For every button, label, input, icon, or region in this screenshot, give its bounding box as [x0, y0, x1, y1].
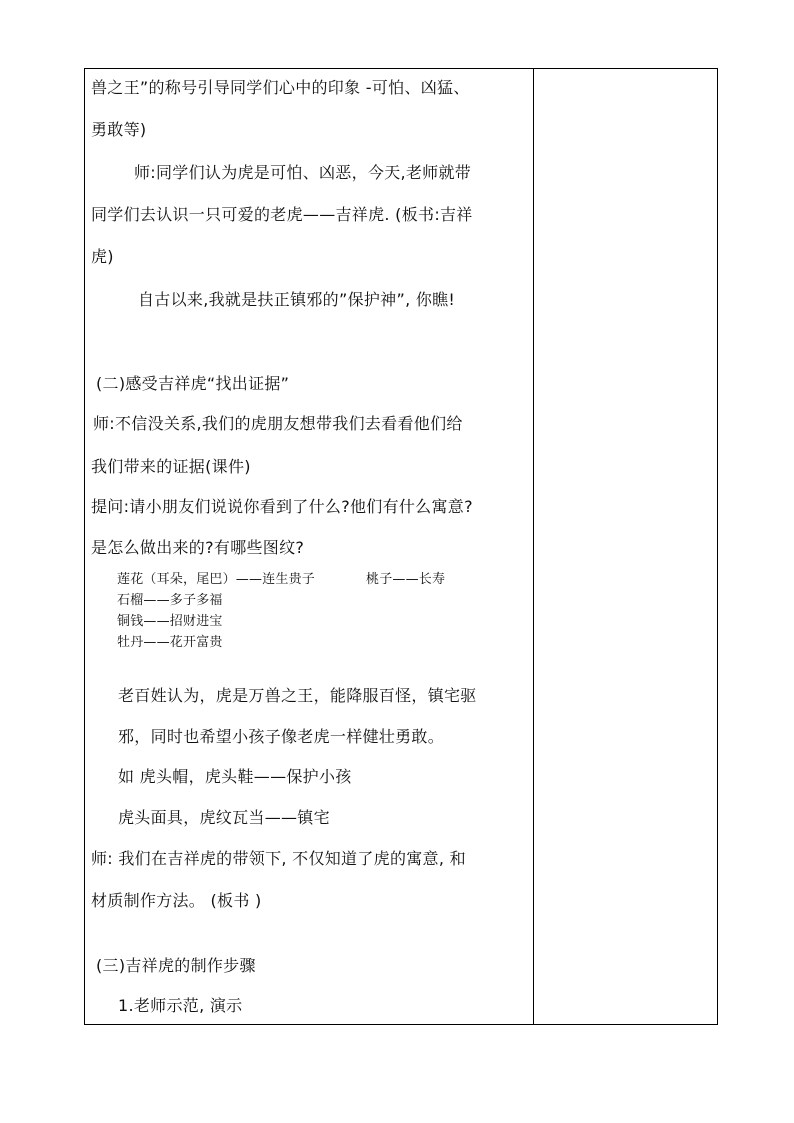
text-line: 1.老师示范, 演示 [118, 996, 243, 1015]
text-line: 材质制作方法。 (板书 ) [91, 891, 262, 910]
meaning-lotus: 莲花（耳朵，尾巴）——连生贵子 [117, 572, 316, 587]
meaning-peach: 桃子——长寿 [366, 572, 446, 587]
text-line: 师: 我们在吉祥虎的带领下, 不仅知道了虎的寓意, 和 [91, 849, 466, 868]
text-line: 兽之王”的称号引导同学们心中的印象 -可怕、凶猛、 [91, 78, 470, 97]
text-line: 同学们去认识一只可爱的老虎——吉祥虎. (板书:吉祥 [91, 205, 473, 224]
section-heading: (三)吉祥虎的制作步骤 [96, 956, 256, 975]
section-heading: (二)感受吉祥虎“找出证据” [96, 374, 290, 393]
text-line: 虎) [91, 247, 114, 266]
text-line: 提问:请小朋友们说说你看到了什么?他们有什么寓意? [91, 497, 473, 516]
text-line: 邪，同时也希望小孩子像老虎一样健壮勇敢。 [118, 727, 445, 746]
text-line: 如 虎头帽，虎头鞋——保护小孩 [118, 767, 352, 786]
text-line: 师:同学们认为虎是可怕、凶恶，今天,老师就带 [134, 163, 472, 182]
text-line: 自古以来,我就是扶正镇邪的”保护神”, 你瞧! [138, 290, 456, 309]
meaning-coin: 铜钱——招财进宝 [117, 614, 223, 629]
text-line: 老百姓认为，虎是万兽之王，能降服百怪，镇宅驱 [118, 686, 477, 705]
text-line: 师:不信没关系,我们的虎朋友想带我们去看看他们给 [93, 414, 463, 433]
meaning-peony: 牡丹——花开富贵 [117, 635, 223, 650]
text-line: 虎头面具，虎纹瓦当——镇宅 [118, 808, 330, 827]
meaning-pomegranate: 石榴——多子多福 [117, 593, 223, 608]
table-column-divider [533, 68, 534, 1025]
text-line: 勇敢等) [91, 120, 147, 139]
text-line: 是怎么做出来的?有哪些图纹? [91, 538, 305, 557]
text-line: 我们带来的证据(课件) [91, 457, 251, 476]
